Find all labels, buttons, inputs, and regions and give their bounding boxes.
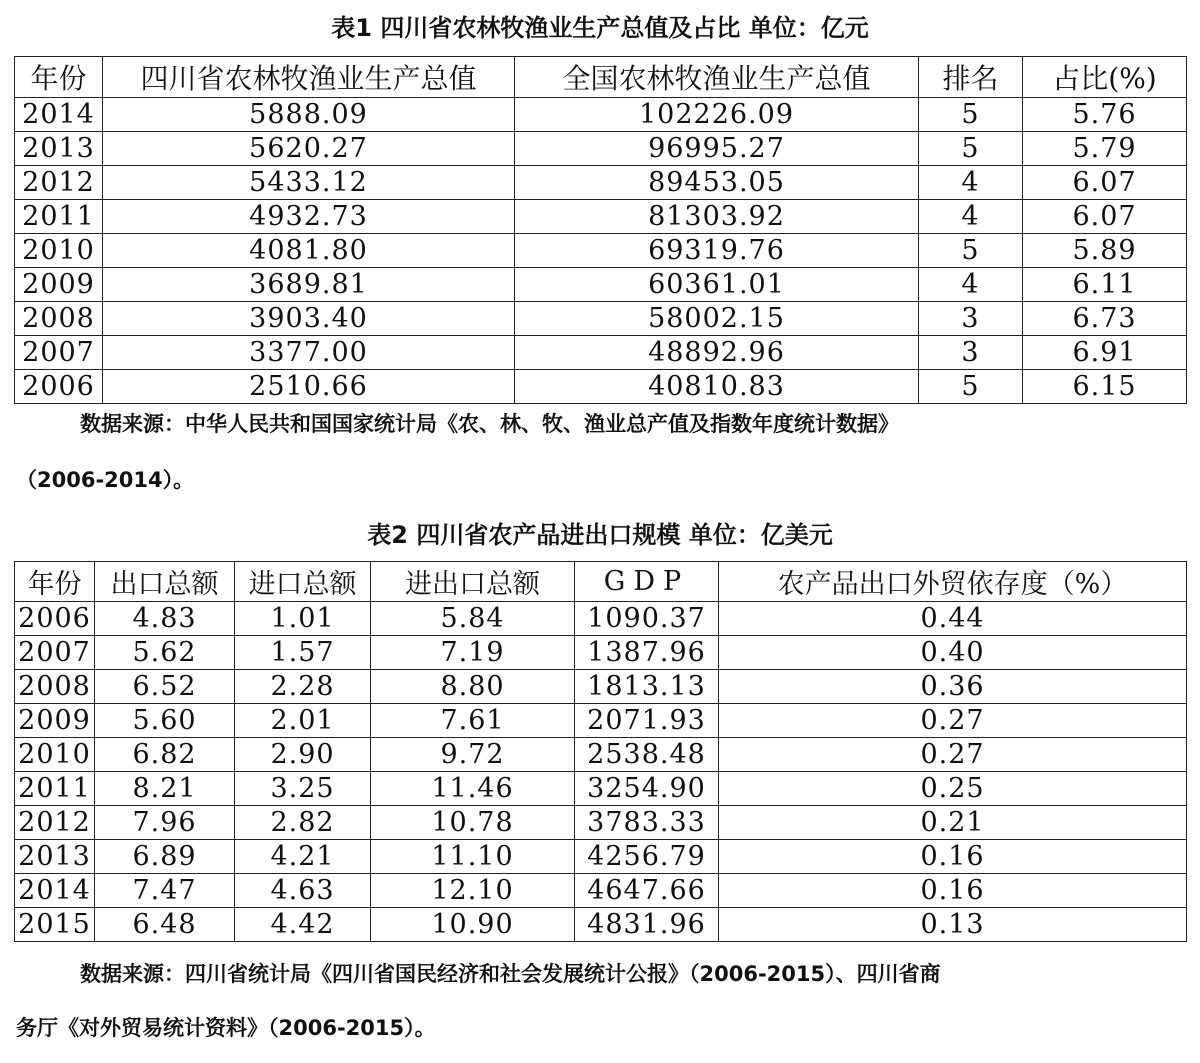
year-cell: 2009 xyxy=(15,268,103,302)
table1-header-rank: 排名 xyxy=(919,57,1023,98)
import-cell: 1.57 xyxy=(235,636,371,670)
import-cell: 1.01 xyxy=(235,602,371,636)
table2-header-trade-total: 进出口总额 xyxy=(371,562,575,602)
table1-source-note: 数据来源：中华人民共和国国家统计局《农、林、牧、渔业总产值及指数年度统计数据》 xyxy=(80,412,899,436)
table1-header-row xyxy=(15,57,1187,98)
dependency-cell: 0.25 xyxy=(719,772,1187,806)
rank-cell: 5 xyxy=(919,98,1023,132)
table2-header-import-total: 进口总额 xyxy=(235,562,371,602)
import-cell: 2.90 xyxy=(235,738,371,772)
sichuan-value-cell: 4932.73 xyxy=(103,200,515,234)
national-value-cell: 40810.83 xyxy=(515,370,919,404)
dependency-cell: 0.44 xyxy=(719,602,1187,636)
import-cell: 2.82 xyxy=(235,806,371,840)
table-row xyxy=(15,200,1187,234)
year-cell: 2010 xyxy=(15,738,95,772)
table-row xyxy=(15,670,1187,704)
dependency-cell: 0.13 xyxy=(719,908,1187,942)
export-cell: 6.48 xyxy=(95,908,235,942)
national-value-cell: 58002.15 xyxy=(515,302,919,336)
national-value-cell: 89453.05 xyxy=(515,166,919,200)
table-row xyxy=(15,602,1187,636)
table-row xyxy=(15,738,1187,772)
sichuan-value-cell: 2510.66 xyxy=(103,370,515,404)
year-cell: 2013 xyxy=(15,132,103,166)
table1-source-note-continued: （2006-2014）。 xyxy=(16,468,195,492)
year-cell: 2012 xyxy=(15,806,95,840)
gdp-cell: 2071.93 xyxy=(575,704,719,738)
trade-total-cell: 7.61 xyxy=(371,704,575,738)
year-cell: 2009 xyxy=(15,704,95,738)
national-value-cell: 60361.01 xyxy=(515,268,919,302)
rank-cell: 4 xyxy=(919,200,1023,234)
table1-caption: 表1 四川省农林牧渔业生产总值及占比 单位：亿元 xyxy=(331,14,869,42)
rank-cell: 5 xyxy=(919,370,1023,404)
table-row xyxy=(15,336,1187,370)
table-row xyxy=(15,166,1187,200)
year-cell: 2008 xyxy=(15,670,95,704)
national-value-cell: 102226.09 xyxy=(515,98,919,132)
table-row xyxy=(15,98,1187,132)
import-cell: 4.21 xyxy=(235,840,371,874)
trade-total-cell: 8.80 xyxy=(371,670,575,704)
share-cell: 6.73 xyxy=(1023,302,1187,336)
sichuan-value-cell: 4081.80 xyxy=(103,234,515,268)
national-value-cell: 81303.92 xyxy=(515,200,919,234)
trade-total-cell: 11.46 xyxy=(371,772,575,806)
export-cell: 6.82 xyxy=(95,738,235,772)
year-cell: 2015 xyxy=(15,908,95,942)
share-cell: 6.15 xyxy=(1023,370,1187,404)
export-cell: 8.21 xyxy=(95,772,235,806)
trade-total-cell: 7.19 xyxy=(371,636,575,670)
gdp-cell: 1813.13 xyxy=(575,670,719,704)
gdp-cell: 4647.66 xyxy=(575,874,719,908)
table2-import-export-scale xyxy=(14,561,1187,942)
table-row xyxy=(15,840,1187,874)
rank-cell: 3 xyxy=(919,302,1023,336)
sichuan-value-cell: 5888.09 xyxy=(103,98,515,132)
import-cell: 3.25 xyxy=(235,772,371,806)
export-cell: 6.89 xyxy=(95,840,235,874)
table-row xyxy=(15,772,1187,806)
table2-header-export-total: 出口总额 xyxy=(95,562,235,602)
table-row xyxy=(15,302,1187,336)
table1-production-value xyxy=(14,56,1187,404)
gdp-cell: 4256.79 xyxy=(575,840,719,874)
table-row xyxy=(15,234,1187,268)
rank-cell: 5 xyxy=(919,132,1023,166)
table2-header-gdp: GDP xyxy=(575,562,719,602)
rank-cell: 4 xyxy=(919,268,1023,302)
year-cell: 2012 xyxy=(15,166,103,200)
sichuan-value-cell: 5433.12 xyxy=(103,166,515,200)
year-cell: 2008 xyxy=(15,302,103,336)
sichuan-value-cell: 3377.00 xyxy=(103,336,515,370)
table-row xyxy=(15,908,1187,942)
dependency-cell: 0.36 xyxy=(719,670,1187,704)
sichuan-value-cell: 3903.40 xyxy=(103,302,515,336)
share-cell: 5.89 xyxy=(1023,234,1187,268)
table-row xyxy=(15,132,1187,166)
sichuan-value-cell: 5620.27 xyxy=(103,132,515,166)
year-cell: 2007 xyxy=(15,636,95,670)
table1-header-year: 年份 xyxy=(15,57,103,98)
table1-header-sichuan-value: 四川省农林牧渔业生产总值 xyxy=(103,57,515,98)
import-cell: 4.42 xyxy=(235,908,371,942)
dependency-cell: 0.16 xyxy=(719,840,1187,874)
gdp-cell: 4831.96 xyxy=(575,908,719,942)
gdp-cell: 3254.90 xyxy=(575,772,719,806)
export-cell: 4.83 xyxy=(95,602,235,636)
share-cell: 6.91 xyxy=(1023,336,1187,370)
year-cell: 2014 xyxy=(15,874,95,908)
trade-total-cell: 10.78 xyxy=(371,806,575,840)
national-value-cell: 69319.76 xyxy=(515,234,919,268)
export-cell: 5.60 xyxy=(95,704,235,738)
export-cell: 6.52 xyxy=(95,670,235,704)
trade-total-cell: 10.90 xyxy=(371,908,575,942)
year-cell: 2006 xyxy=(15,370,103,404)
table-row xyxy=(15,806,1187,840)
dependency-cell: 0.21 xyxy=(719,806,1187,840)
gdp-cell: 1090.37 xyxy=(575,602,719,636)
export-cell: 7.96 xyxy=(95,806,235,840)
dependency-cell: 0.27 xyxy=(719,738,1187,772)
table1-header-share: 占比(%) xyxy=(1023,57,1187,98)
share-cell: 6.07 xyxy=(1023,200,1187,234)
table-row xyxy=(15,704,1187,738)
import-cell: 2.28 xyxy=(235,670,371,704)
dependency-cell: 0.16 xyxy=(719,874,1187,908)
year-cell: 2011 xyxy=(15,772,95,806)
table2-header-export-dependency: 农产品出口外贸依存度（%） xyxy=(719,562,1187,602)
table1-header-national-value: 全国农林牧渔业生产总值 xyxy=(515,57,919,98)
year-cell: 2007 xyxy=(15,336,103,370)
table2-source-note-continued: 务厅《对外贸易统计资料》（2006-2015）。 xyxy=(16,1016,436,1040)
rank-cell: 4 xyxy=(919,166,1023,200)
share-cell: 6.07 xyxy=(1023,166,1187,200)
year-cell: 2011 xyxy=(15,200,103,234)
year-cell: 2010 xyxy=(15,234,103,268)
trade-total-cell: 11.10 xyxy=(371,840,575,874)
import-cell: 4.63 xyxy=(235,874,371,908)
share-cell: 5.79 xyxy=(1023,132,1187,166)
table-row xyxy=(15,268,1187,302)
dependency-cell: 0.27 xyxy=(719,704,1187,738)
export-cell: 5.62 xyxy=(95,636,235,670)
national-value-cell: 48892.96 xyxy=(515,336,919,370)
year-cell: 2006 xyxy=(15,602,95,636)
export-cell: 7.47 xyxy=(95,874,235,908)
gdp-cell: 2538.48 xyxy=(575,738,719,772)
dependency-cell: 0.40 xyxy=(719,636,1187,670)
table-row xyxy=(15,874,1187,908)
share-cell: 6.11 xyxy=(1023,268,1187,302)
trade-total-cell: 9.72 xyxy=(371,738,575,772)
table-row xyxy=(15,370,1187,404)
table2-caption: 表2 四川省农产品进出口规模 单位：亿美元 xyxy=(367,521,833,549)
year-cell: 2013 xyxy=(15,840,95,874)
sichuan-value-cell: 3689.81 xyxy=(103,268,515,302)
table2-header-year: 年份 xyxy=(15,562,95,602)
table-row xyxy=(15,636,1187,670)
trade-total-cell: 12.10 xyxy=(371,874,575,908)
import-cell: 2.01 xyxy=(235,704,371,738)
rank-cell: 3 xyxy=(919,336,1023,370)
share-cell: 5.76 xyxy=(1023,98,1187,132)
table2-source-note: 数据来源：四川省统计局《四川省国民经济和社会发展统计公报》（2006-2015）、四川省商 xyxy=(80,962,941,986)
gdp-cell: 3783.33 xyxy=(575,806,719,840)
year-cell: 2014 xyxy=(15,98,103,132)
national-value-cell: 96995.27 xyxy=(515,132,919,166)
rank-cell: 5 xyxy=(919,234,1023,268)
table2-header-row xyxy=(15,562,1187,602)
gdp-cell: 1387.96 xyxy=(575,636,719,670)
trade-total-cell: 5.84 xyxy=(371,602,575,636)
